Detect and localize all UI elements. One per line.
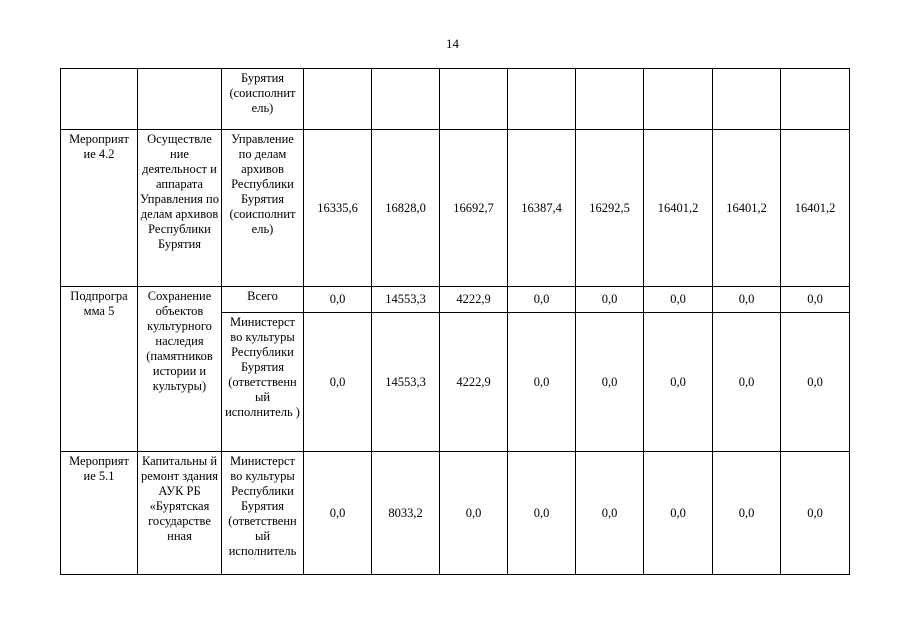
executor-cell: Бурятия (соисполнит ель) xyxy=(222,69,304,130)
value-cell: 0,0 xyxy=(713,313,781,452)
name-cell xyxy=(138,69,222,130)
value-cell: 4222,9 xyxy=(440,313,508,452)
budget-table xyxy=(60,68,850,575)
value-cell xyxy=(440,69,508,130)
value-cell: 0,0 xyxy=(576,313,644,452)
value-cell: 0,0 xyxy=(508,287,576,313)
value-cell: 0,0 xyxy=(440,452,508,575)
value-cell: 0,0 xyxy=(576,452,644,575)
executor-cell: Министерст во культуры Республики Бурятия (ответственн ый исполнитель xyxy=(222,452,304,575)
code-cell xyxy=(61,69,138,130)
value-cell: 0,0 xyxy=(781,287,850,313)
table-row xyxy=(61,69,850,130)
value-cell xyxy=(304,69,372,130)
value-cell: 14553,3 xyxy=(372,287,440,313)
name-cell: Сохранение объектов культурного наследия (памятников истории и культуры) xyxy=(138,287,222,452)
value-cell: 0,0 xyxy=(644,452,713,575)
executor-cell: Управление по делам архивов Республики Бурятия (соисполнит ель) xyxy=(222,130,304,287)
value-cell: 16401,2 xyxy=(781,130,850,287)
value-cell: 16828,0 xyxy=(372,130,440,287)
executor-cell: Всего xyxy=(222,287,304,313)
value-cell xyxy=(781,69,850,130)
value-cell: 14553,3 xyxy=(372,313,440,452)
value-cell: 8033,2 xyxy=(372,452,440,575)
value-cell: 0,0 xyxy=(576,287,644,313)
value-cell: 0,0 xyxy=(508,313,576,452)
value-cell: 0,0 xyxy=(304,452,372,575)
value-cell: 0,0 xyxy=(781,452,850,575)
value-cell: 0,0 xyxy=(644,313,713,452)
value-cell: 0,0 xyxy=(304,287,372,313)
value-cell: 16401,2 xyxy=(644,130,713,287)
value-cell xyxy=(644,69,713,130)
value-cell: 0,0 xyxy=(304,313,372,452)
value-cell: 16292,5 xyxy=(576,130,644,287)
value-cell: 16335,6 xyxy=(304,130,372,287)
value-cell: 16387,4 xyxy=(508,130,576,287)
name-cell: Капитальны й ремонт здания АУК РБ «Бурятская государстве нная xyxy=(138,452,222,575)
value-cell xyxy=(576,69,644,130)
value-cell xyxy=(372,69,440,130)
code-cell: Мероприят ие 4.2 xyxy=(61,130,138,287)
code-cell: Мероприят ие 5.1 xyxy=(61,452,138,575)
code-cell: Подпрогра мма 5 xyxy=(61,287,138,452)
value-cell: 0,0 xyxy=(644,287,713,313)
table-row xyxy=(61,130,850,287)
value-cell: 16401,2 xyxy=(713,130,781,287)
table-row xyxy=(61,287,850,313)
page-number: 14 xyxy=(446,36,459,51)
value-cell: 0,0 xyxy=(508,452,576,575)
name-cell: Осуществле ние деятельност и аппарата Управления по делам архивов Республики Бурятия xyxy=(138,130,222,287)
table-row xyxy=(61,452,850,575)
value-cell: 0,0 xyxy=(713,452,781,575)
value-cell xyxy=(713,69,781,130)
value-cell: 4222,9 xyxy=(440,287,508,313)
value-cell: 0,0 xyxy=(713,287,781,313)
value-cell xyxy=(508,69,576,130)
value-cell: 16692,7 xyxy=(440,130,508,287)
value-cell: 0,0 xyxy=(781,313,850,452)
executor-cell: Министерст во культуры Республики Бурятия (ответственн ый исполнитель ) xyxy=(222,313,304,452)
